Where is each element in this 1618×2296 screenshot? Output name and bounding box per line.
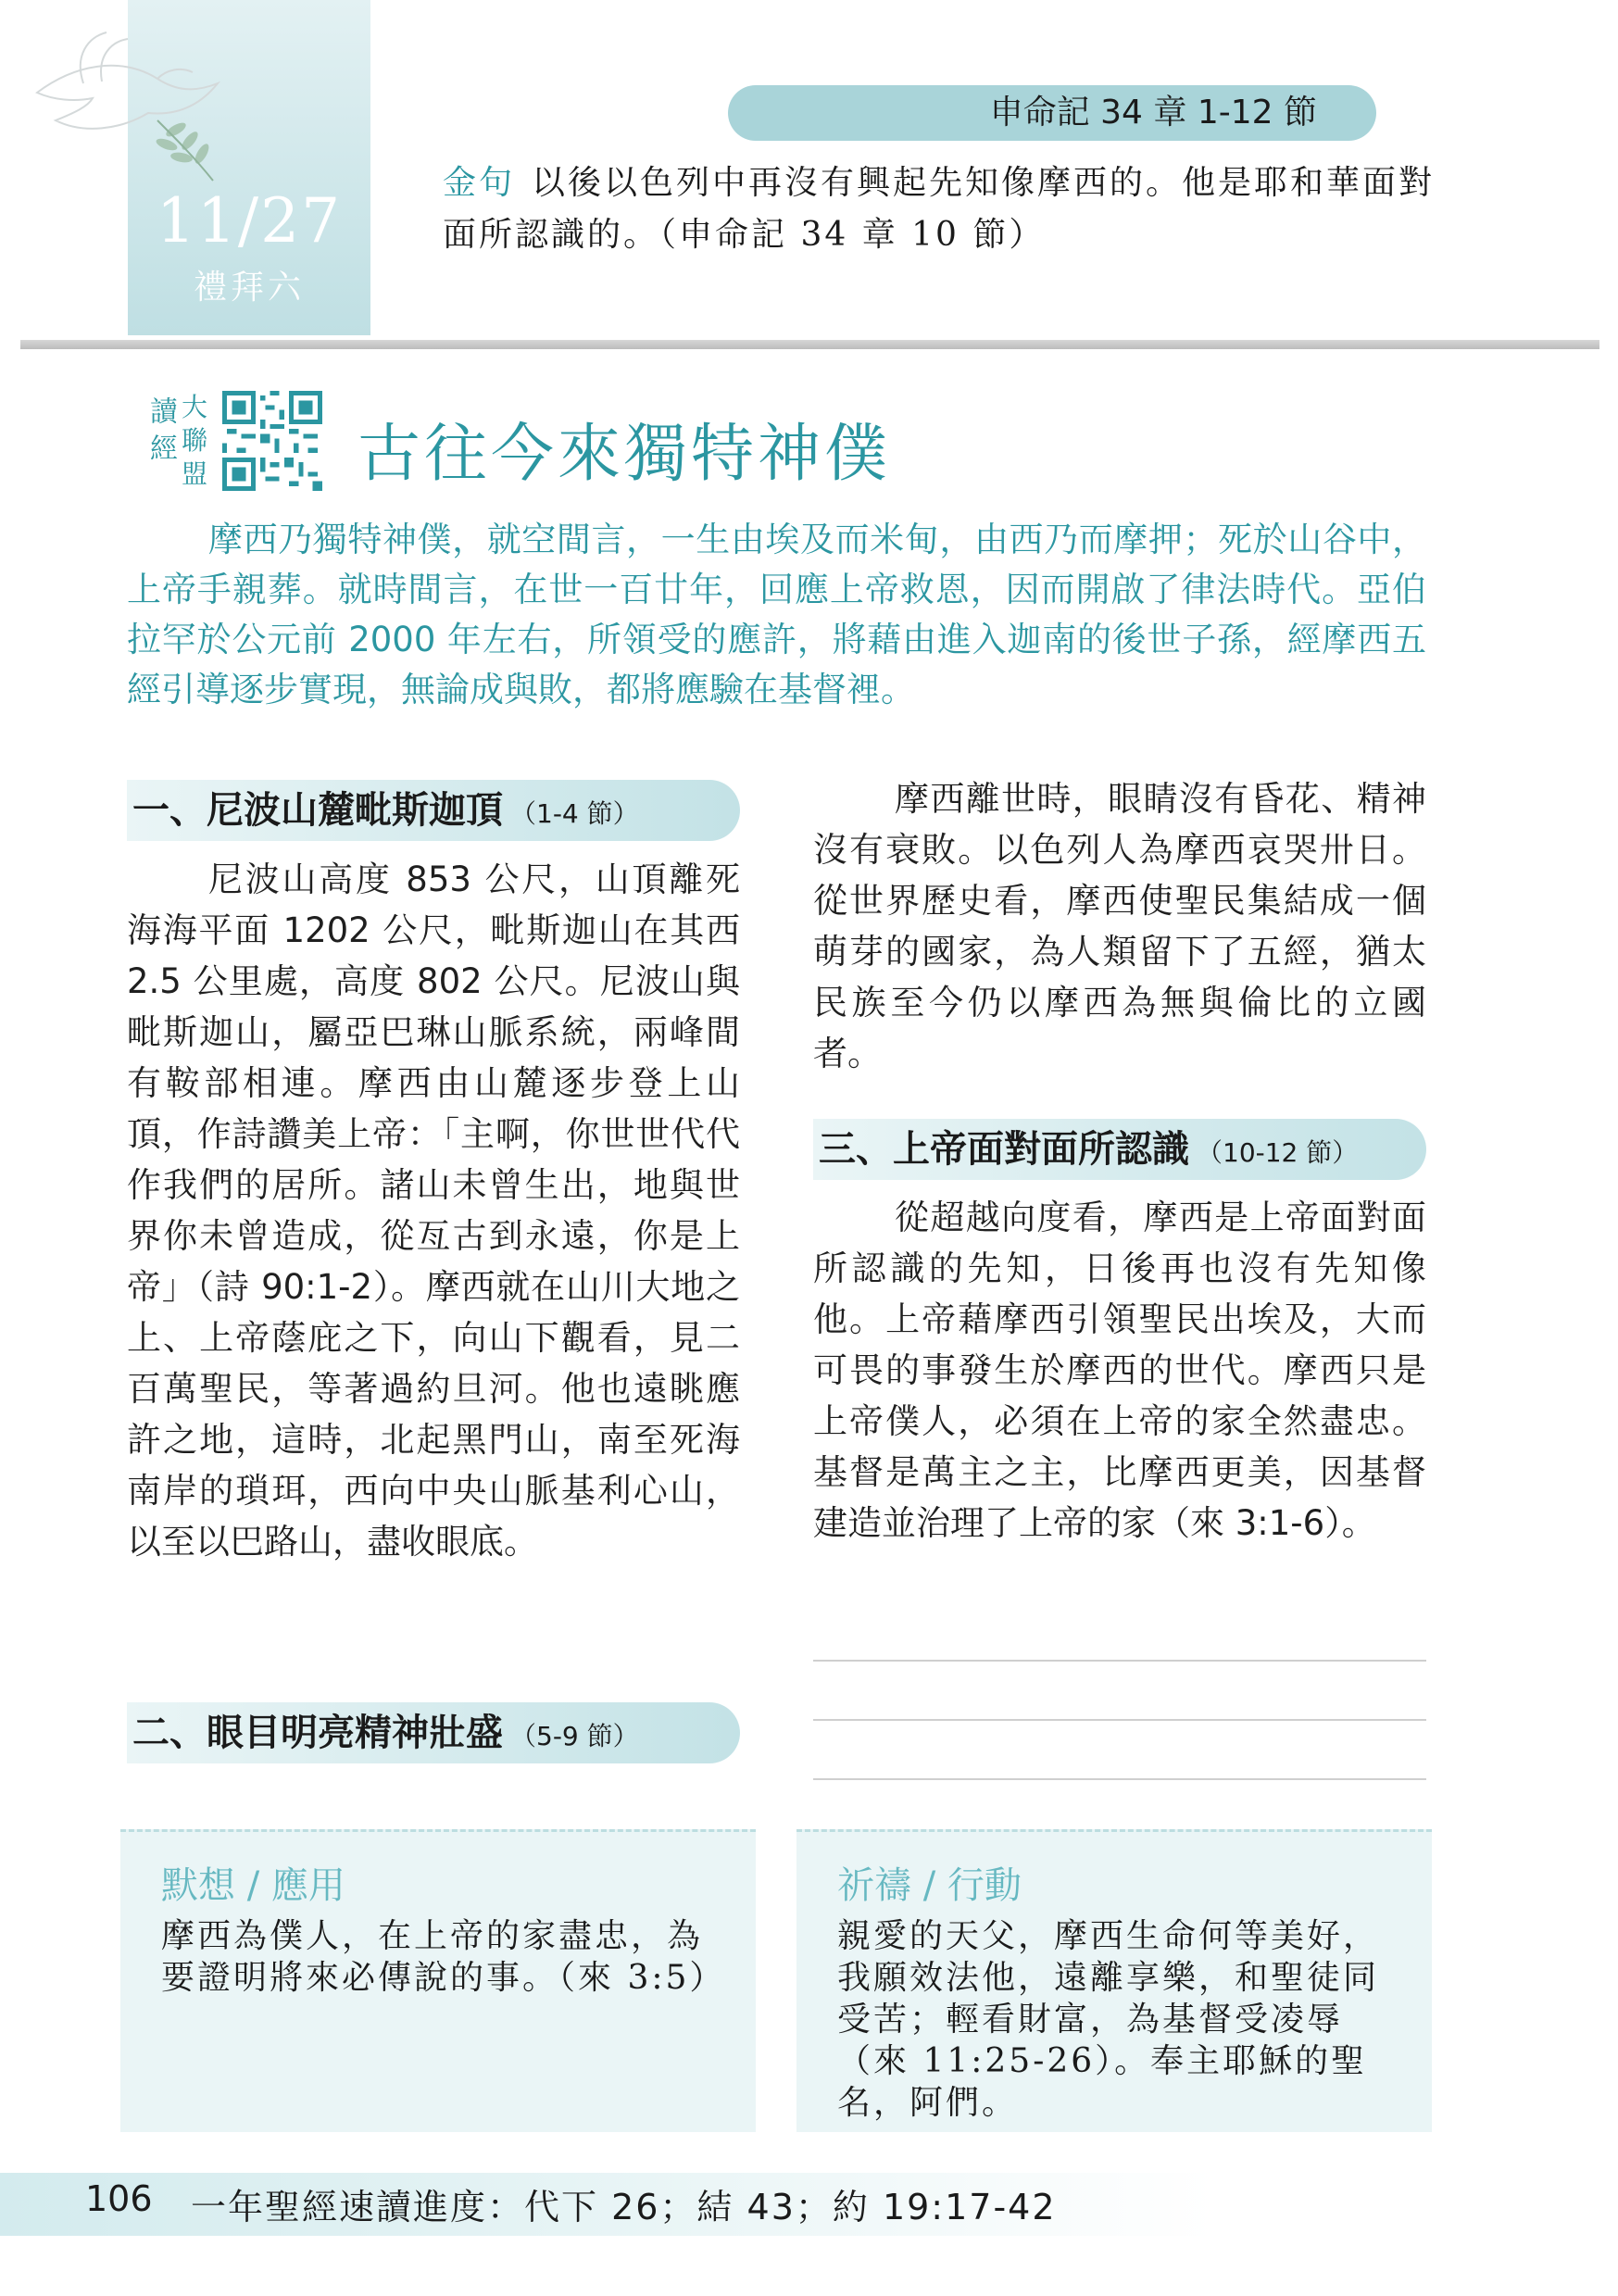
gold-verse-label: 金句 — [443, 164, 516, 202]
section-verses: （1-4 節） — [510, 798, 639, 829]
section-heading-1 — [127, 780, 740, 841]
reading-progress: 一年聖經速讀進度：代下 26；結 43；約 19:17-42 — [191, 2187, 1057, 2227]
section-title: 一、尼波山麓毗斯迦頂 — [132, 789, 503, 832]
date-number: 11/27 — [156, 185, 343, 257]
note-line — [813, 1719, 1426, 1721]
section-body-1: 尼波山高度 853 公尺，山頂離死海海平面 1202 公尺，毗斯迦山在其西 2.5 公里處，高度 802 公尺。尼波山與毗斯迦山，屬亞巴琳山脈系統，兩峰間有鞍部相連。摩西由山麓逐步登上山頂，作詩讚美上帝：「主啊，你世世代代作我們的居所。諸山未曾生出，地與世界你未曾造成，從亙古到永遠，你是上帝」（詩 90:1-2）。摩西就在山川大地之上、上帝蔭庇之下，向山下觀看，見二百萬聖民，等著過約旦河。他也遠眺應許之地，這時，北起黑門山，南至死海南岸的瑣珥，西向中央山脈基利心山，以至以巴路山，盡收眼底。 — [127, 859, 740, 1562]
meditation-box — [120, 1829, 756, 2132]
prayer-text: 親愛的天父，摩西生命何等美好，我願效法他，遠離享樂，和聖徒同受苦；輕看財富，為基督受凌辱（來 11:25-26）。奉主耶穌的聖名，阿們。 — [837, 1917, 1380, 2122]
section-heading-2 — [127, 1702, 740, 1763]
gold-verse — [443, 157, 1452, 261]
prayer-title: 祈禱 / 行動 — [837, 1864, 1022, 1907]
meditation-title: 默想 / 應用 — [161, 1864, 345, 1907]
section-verses: （10-12 節） — [1197, 1137, 1359, 1168]
section-body-3: 從超越向度看，摩西是上帝面對面所認識的先知，日後再也沒有先知像他。上帝藉摩西引領聖民出埃及，大而可畏的事發生於摩西的世代。摩西只是上帝僕人，必須在上帝的家全然盡忠。基督是萬主之主，比摩西更美，因基督建造並治理了上帝的家（來 3:1-6）。 — [813, 1198, 1426, 1543]
intro-paragraph: 摩西乃獨特神僕，就空間言，一生由埃及而米甸，由西乃而摩押；死於山谷中，上帝手親葬。就時間言，在世一百廿年，回應上帝救恩，因而開啟了律法時代。亞伯拉罕於公元前 2000 年左右，所領受的應許，將藉由進入迦南的後世子孫，經摩西五經引導逐步實現，無論成與敗，都將應驗在基督裡。 — [127, 520, 1426, 709]
section-title: 二、眼目明亮精神壯盛 — [132, 1712, 503, 1754]
section-body-2: 摩西離世時，眼睛沒有昏花、精神沒有衰敗。以色列人為摩西哀哭卅日。從世界歷史看，摩西使聖民集結成一個萌芽的國家，為人類留下了五經，猶太民族至今仍以摩西為無與倫比的立國者。 — [813, 779, 1426, 1073]
page-title: 古往今來獨特神僕 — [357, 418, 892, 491]
note-line — [813, 1660, 1426, 1662]
meditation-text: 摩西為僕人，在上帝的家盡忠，為要證明將來必傳說的事。（來 3:5） — [161, 1917, 726, 1997]
qr-label-league: 大聯盟 — [182, 392, 208, 489]
weekday-label: 禮拜六 — [193, 269, 305, 307]
section-title: 三、上帝面對面所認識 — [819, 1128, 1189, 1171]
qr-label-read: 讀經 — [144, 396, 177, 470]
prayer-box — [796, 1829, 1432, 2132]
qr-code[interactable] — [222, 391, 322, 491]
page-number: 106 — [85, 2178, 153, 2219]
note-line — [813, 1778, 1426, 1780]
header-divider — [20, 340, 1599, 349]
scripture-ref: 申命記 34 章 1-12 節 — [989, 94, 1317, 132]
dove-icon — [19, 28, 232, 194]
section-heading-3 — [813, 1119, 1426, 1180]
gold-verse-text: 以後以色列中再沒有興起先知像摩西的。他是耶和華面對面所認識的。（申命記 34 章 10 節） — [443, 164, 1436, 254]
section-verses: （5-9 節） — [510, 1721, 639, 1751]
